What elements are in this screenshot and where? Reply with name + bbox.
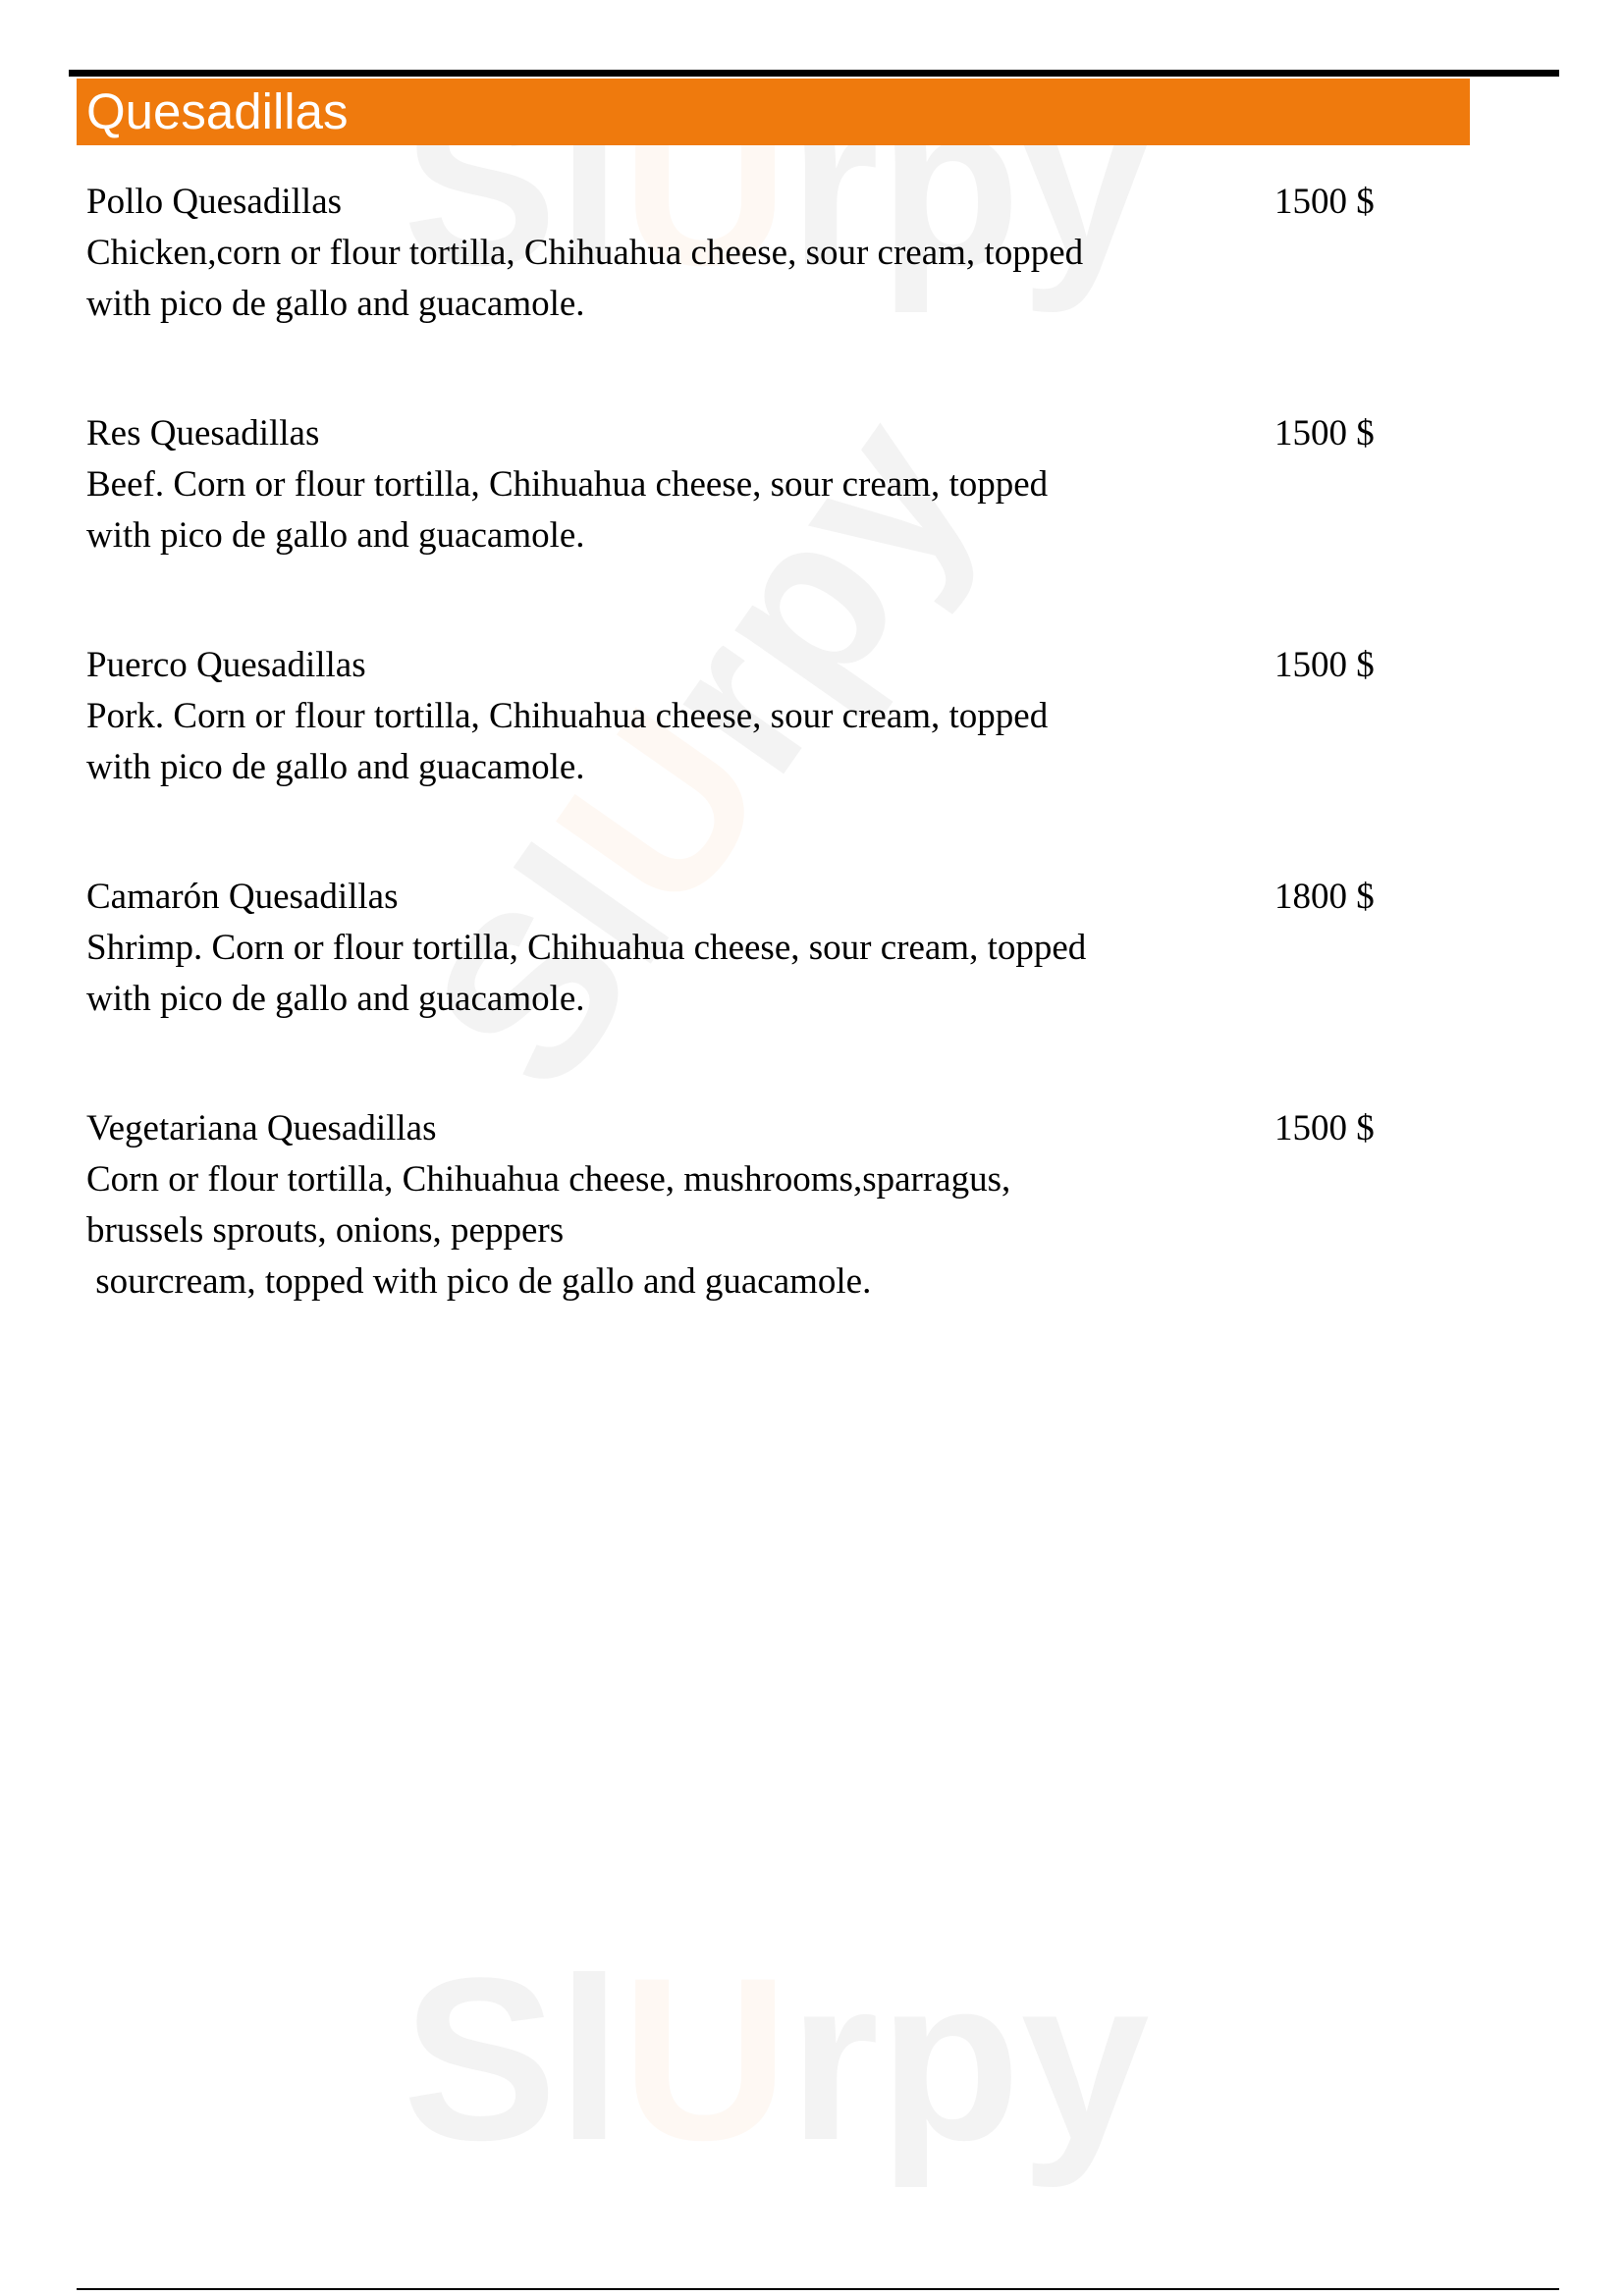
- menu-item-camaron: [86, 872, 1422, 1103]
- menu-item-price: 1800 $: [1274, 877, 1375, 917]
- menu-item-name: Res Quesadillas: [86, 413, 320, 454]
- menu-item-description: Pork. Corn or flour tortilla, Chihuahua cheese, sour cream, topped with pico de gallo and guacamole.: [86, 696, 1049, 787]
- menu-item-vegetariana: [86, 1103, 1422, 1335]
- menu-item-name: Vegetariana Quesadillas: [86, 1108, 437, 1148]
- menu-item-pollo: [86, 177, 1422, 408]
- menu-item-puerco: [86, 640, 1422, 872]
- menu-item-description: Shrimp. Corn or flour tortilla, Chihuahua cheese, sour cream, topped with pico de gallo and guacamole.: [86, 928, 1087, 1019]
- top-divider: [69, 70, 1559, 77]
- menu-item-description: Beef. Corn or flour tortilla, Chihuahua cheese, sour cream, topped with pico de gallo and guacamole.: [86, 464, 1049, 556]
- menu-list: [86, 177, 1422, 1335]
- menu-item-description: Corn or flour tortilla, Chihuahua cheese, mushrooms,sparragus, brussels sprouts, onions, peppers sourcream, topped with pico de gallo and guacamole.: [86, 1159, 1011, 1302]
- menu-item-price: 1500 $: [1274, 413, 1375, 454]
- menu-item-name: Puerco Quesadillas: [86, 645, 366, 685]
- section-header: [77, 79, 1470, 145]
- menu-item-price: 1500 $: [1274, 182, 1375, 222]
- section-title: Quesadillas: [86, 83, 349, 139]
- menu-item-price: 1500 $: [1274, 1108, 1375, 1148]
- menu-item-res: [86, 408, 1422, 640]
- menu-item-name: Pollo Quesadillas: [86, 182, 343, 222]
- menu-item-price: 1500 $: [1274, 645, 1375, 685]
- menu-item-name: Camarón Quesadillas: [86, 877, 399, 917]
- bottom-divider: [77, 2288, 1559, 2290]
- watermark-logo: [403, 1944, 1150, 2175]
- menu-item-description: Chicken,corn or flour tortilla, Chihuahua cheese, sour cream, topped with pico de gallo and guacamole.: [86, 233, 1084, 324]
